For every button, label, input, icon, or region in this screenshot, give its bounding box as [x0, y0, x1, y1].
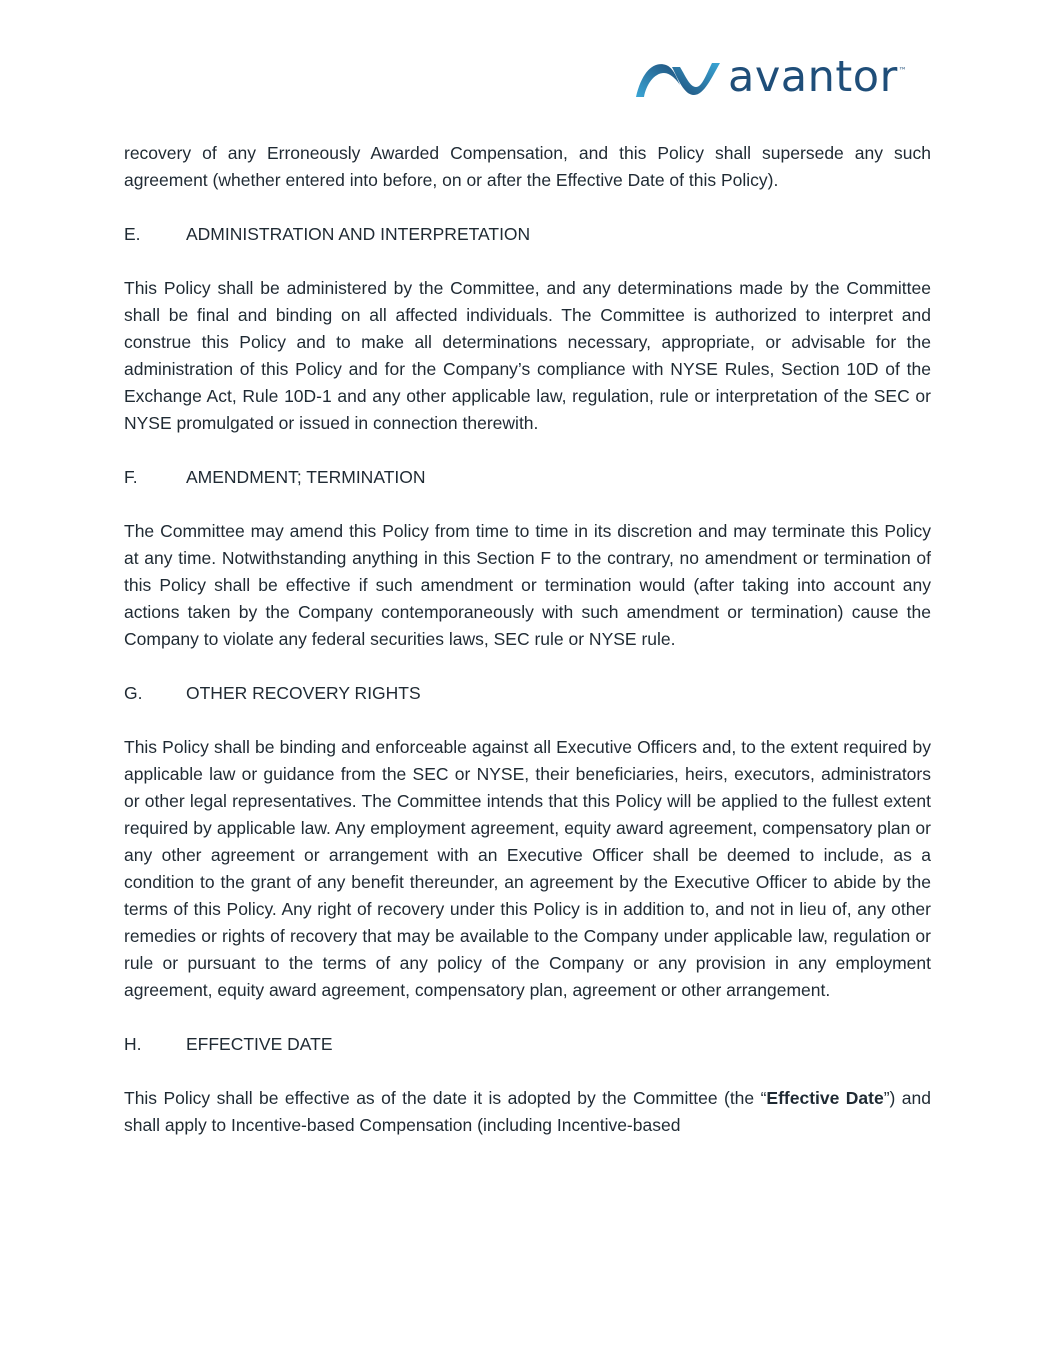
section-g-title: OTHER RECOVERY RIGHTS [186, 683, 421, 703]
section-e-body: This Policy shall be administered by the Committee, and any determinations made by the Committee shall be final and binding on all affected individuals. The Committee is authorized to interpret and construe this Policy and to make all determinations necessary, appropriate, or advisable for the administration of this Policy and for the Company’s compliance with NYSE Rules, Section 10D of the Exchange Act, Rule 10D-1 and any other applicable law, regulation, rule or interpretation of the SEC or NYSE promulgated or issued in connection therewith. [124, 278, 931, 433]
section-h-letter: H. [124, 1034, 142, 1054]
document-body [124, 140, 931, 1139]
section-f-title: AMENDMENT; TERMINATION [186, 467, 426, 487]
section-g-body: This Policy shall be binding and enforceable against all Executive Officers and, to the extent required by applicable law or guidance from the SEC or NYSE, their beneficiaries, heirs, executors, administrators or other legal representatives. The Committee intends that this Policy will be applied to the fullest extent required by applicable law. Any employment agreement, equity award agreement, compensatory plan or any other agreement or arrangement with an Executive Officer shall be deemed to include, as a condition to the grant of any benefit thereunder, an agreement by the Executive Officer to abide by the terms of this Policy. Any right of recovery under this Policy is in addition to, and not in lieu of, any other remedies or rights of recovery that may be available to the Company under applicable law, regulation or rule or pursuant to the terms of any policy of the Company or any provision in any employment agreement, equity award agreement, compensatory plan, agreement or other arrangement. [124, 737, 931, 1000]
avantor-wordmark: avantor [728, 51, 898, 102]
effective-date-term: Effective Date [766, 1088, 884, 1108]
section-g-heading [124, 680, 931, 707]
section-h-body-end: ”) and shall apply to Incentive-based Compensation (including Incentive-based [124, 1088, 931, 1135]
section-e-letter: E. [124, 224, 141, 244]
avantor-logo [632, 51, 932, 104]
section-f-body: The Committee may amend this Policy from time to time in its discretion and may terminate this Policy at any time. Notwithstanding anything in this Section F to the contrary, no amendment or termination of this Policy shall be effective if such amendment or termination would (after taking into account any actions taken by the Company contemporaneously with such amendment or termination) cause the Company to violate any federal securities laws, SEC rule or NYSE rule. [124, 521, 931, 649]
section-h-heading [124, 1031, 931, 1058]
section-e-title: ADMINISTRATION AND INTERPRETATION [186, 224, 531, 244]
paragraph-top: recovery of any Erroneously Awarded Compensation, and this Policy shall supersede any such agreement (whether entered into before, on or after the Effective Date of this Policy). [124, 143, 931, 190]
section-h-body [124, 1085, 931, 1139]
avantor-logo-mark-icon [632, 57, 724, 103]
section-f-heading [124, 464, 931, 491]
section-e-heading [124, 221, 931, 248]
section-f-letter: F. [124, 467, 138, 487]
section-g-letter: G. [124, 683, 143, 703]
trademark-symbol: ™ [898, 66, 907, 75]
section-h-title: EFFECTIVE DATE [186, 1034, 333, 1054]
section-h-body-start: This Policy shall be effective as of the date it is adopted by the Committee (the “ [124, 1088, 767, 1108]
